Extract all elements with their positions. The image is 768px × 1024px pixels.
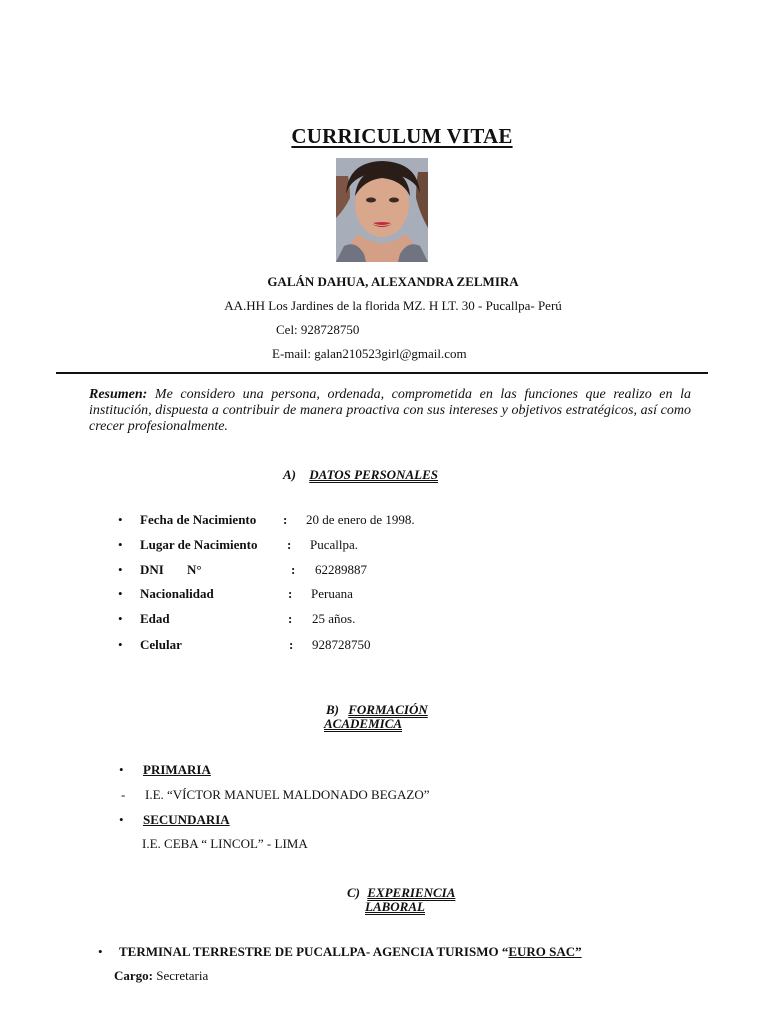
header-divider bbox=[56, 372, 708, 374]
field-value: 928728750 bbox=[312, 637, 371, 652]
dash-icon: - bbox=[121, 787, 126, 802]
cargo-line bbox=[114, 968, 208, 984]
primaria-label: PRIMARIA bbox=[143, 762, 211, 777]
field-label: DNI bbox=[140, 562, 164, 577]
secundaria-label: SECUNDARIA bbox=[143, 812, 230, 827]
field-separator: : bbox=[287, 537, 292, 552]
section-c-title-line2: LABORAL bbox=[365, 899, 425, 914]
summary-text: Me considero una persona, ordenada, comprometida en las funciones que realizo en la institución, dispuesta a contribuir de manera proactiva con sus intereses y objetivos estratégicos, así como crecer profesionalmente. bbox=[89, 387, 691, 434]
section-c-title-line1: EXPERIENCIA bbox=[367, 885, 456, 900]
bullet-icon: • bbox=[118, 611, 123, 626]
field-label: Fecha de Nacimiento bbox=[140, 512, 257, 527]
summary-label: Resumen: bbox=[89, 387, 148, 402]
cel-line: Cel: 928728750 bbox=[276, 322, 360, 337]
section-a-title: DATOS PERSONALES bbox=[309, 467, 438, 482]
cargo-value: Secretaria bbox=[153, 968, 209, 983]
section-b-title-line1: FORMACIÓN bbox=[348, 702, 428, 717]
field-label-suffix: N° bbox=[187, 562, 202, 577]
field-separator: : bbox=[288, 586, 293, 601]
field-separator: : bbox=[289, 637, 294, 652]
job-company: EURO SAC” bbox=[508, 944, 582, 959]
section-c-heading bbox=[347, 886, 455, 900]
email-line: E-mail: galan210523girl@gmail.com bbox=[272, 346, 467, 361]
field-separator: : bbox=[291, 562, 296, 577]
section-b-title-line2-wrap bbox=[324, 717, 402, 731]
section-b-letter: B) bbox=[326, 702, 339, 717]
bullet-icon: • bbox=[119, 812, 124, 827]
candidate-name: GALÁN DAHUA, ALEXANDRA ZELMIRA bbox=[267, 274, 519, 289]
field-label: Lugar de Nacimiento bbox=[140, 537, 258, 552]
field-value: 62289887 bbox=[315, 562, 367, 577]
section-a-letter: A) bbox=[283, 467, 296, 482]
secundaria-school: I.E. CEBA “ LINCOL” - LIMA bbox=[142, 836, 308, 851]
document-title: CURRICULUM VITAE bbox=[291, 124, 513, 148]
field-separator: : bbox=[288, 611, 293, 626]
job-title bbox=[119, 944, 582, 960]
bullet-icon: • bbox=[118, 586, 123, 601]
address-line: AA.HH Los Jardines de la florida MZ. H LT. 30 - Pucallpa- Perú bbox=[224, 298, 562, 313]
profile-photo bbox=[336, 158, 428, 262]
field-value: Pucallpa. bbox=[310, 537, 359, 552]
section-a-heading bbox=[283, 468, 438, 482]
cargo-label: Cargo: bbox=[114, 968, 153, 983]
field-label: Edad bbox=[140, 611, 170, 626]
field-value: Peruana bbox=[311, 586, 353, 601]
primaria-school: I.E. “VÍCTOR MANUEL MALDONADO BEGAZO” bbox=[145, 787, 430, 802]
bullet-icon: • bbox=[118, 512, 123, 527]
section-c-title-line2-wrap bbox=[365, 900, 425, 914]
field-label: Celular bbox=[140, 637, 182, 652]
field-label: Nacionalidad bbox=[140, 586, 214, 601]
field-value: 20 de enero de 1998. bbox=[306, 512, 415, 527]
bullet-icon: • bbox=[98, 944, 103, 959]
field-separator: : bbox=[283, 512, 288, 527]
section-c-letter: C) bbox=[347, 885, 360, 900]
section-b-title-line2: ACADEMICA bbox=[324, 716, 403, 731]
bullet-icon: • bbox=[118, 562, 123, 577]
section-b-heading bbox=[326, 703, 428, 717]
bullet-icon: • bbox=[119, 762, 124, 777]
job-prefix: TERMINAL TERRESTRE DE PUCALLPA- AGENCIA TURISMO “ bbox=[119, 944, 509, 959]
bullet-icon: • bbox=[118, 637, 123, 652]
bullet-icon: • bbox=[118, 537, 123, 552]
summary-paragraph bbox=[89, 387, 691, 435]
field-value: 25 años. bbox=[312, 611, 356, 626]
